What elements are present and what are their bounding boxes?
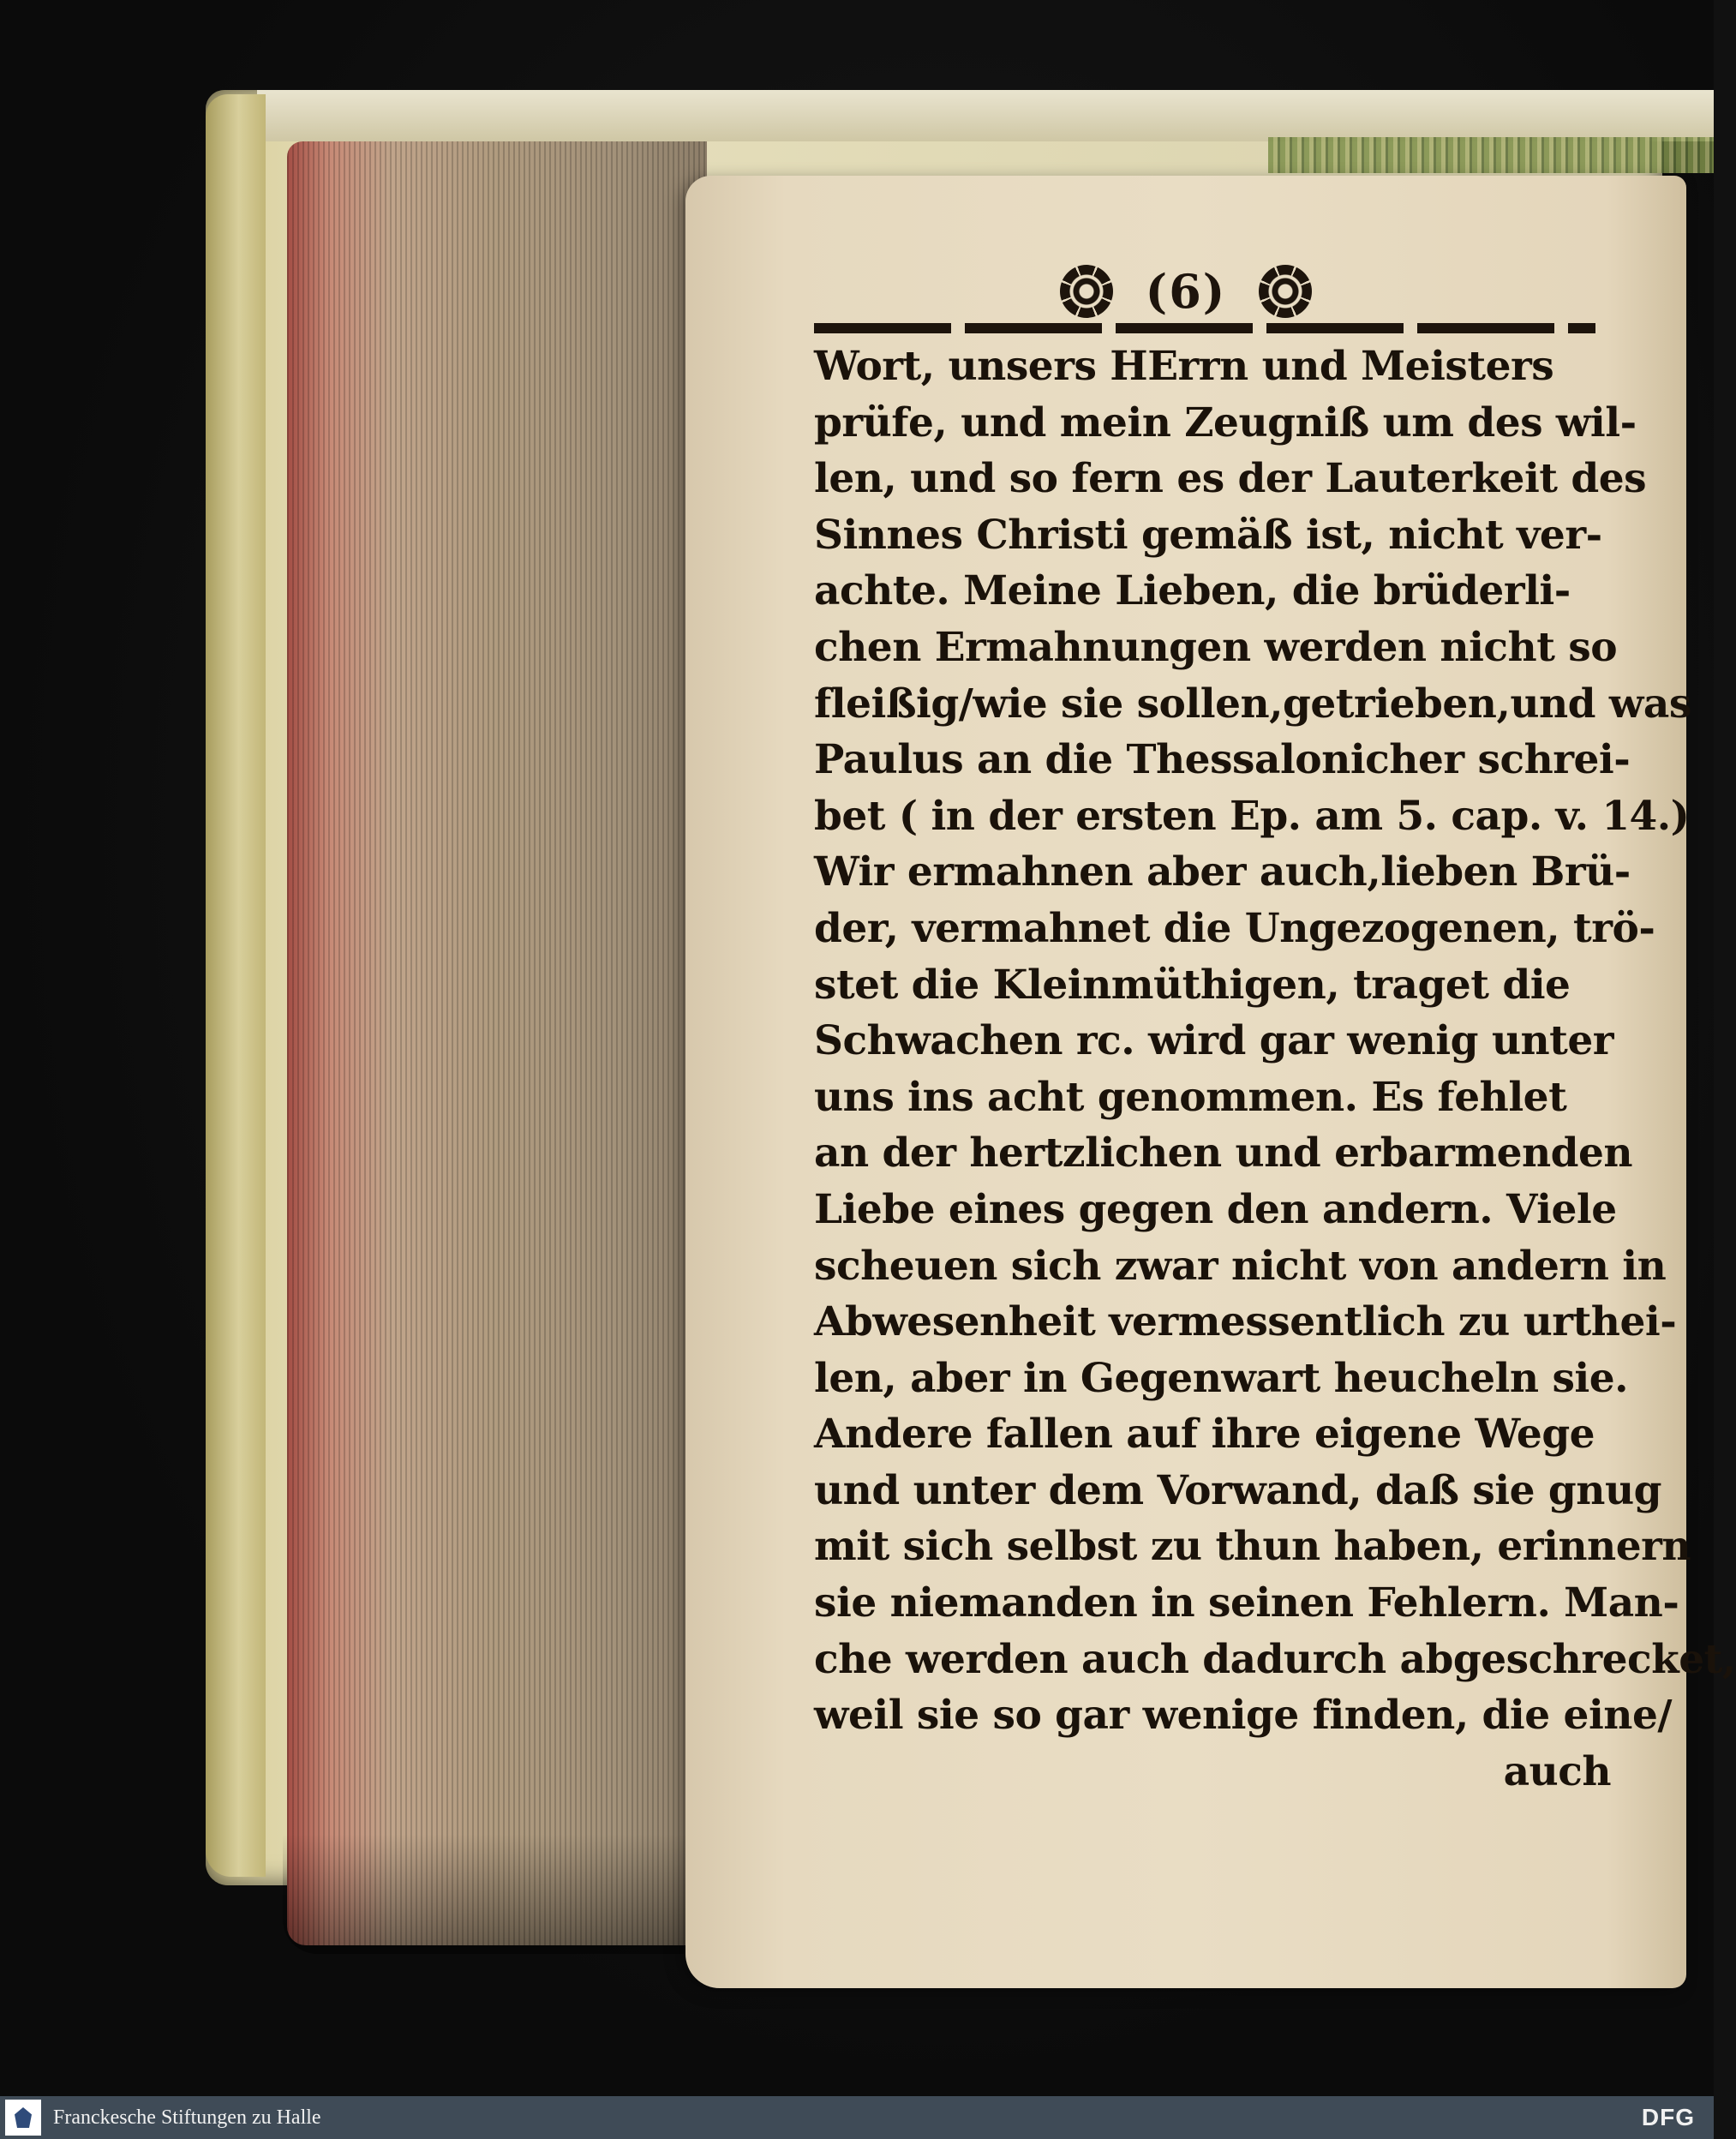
text-line: Paulus an die Thessalonicher schrei- [814,736,1631,784]
text-line: Abwesenheit vermessentlich zu urthei- [814,1298,1677,1346]
text-line: Andere fallen auf ihre eigene Wege [814,1411,1595,1459]
page-number: (6) [1145,264,1227,319]
text-line: Sinnes Christi gemäß ist, nicht ver- [814,511,1602,559]
page-fore-edge [287,141,707,1945]
bookmark-ribbon-edge [1268,137,1714,173]
text-line: der, vermahnet die Ungezogenen, trö- [814,904,1655,952]
text-line: len, und so fern es der Lauterkeit des [814,455,1647,503]
catchword: auch [1503,1747,1611,1795]
text-line: fleißig/wie sie sollen,getrieben,und was [814,680,1691,728]
printed-page [685,176,1736,1988]
dfg-badge[interactable]: DFG [1641,2104,1695,2130]
cover-top-edge [257,90,1714,141]
text-line: bet ( in der ersten Ep. am 5. cap. v. 14.) [814,792,1690,840]
text-line: und unter dem Vorwand, daß sie gnug [814,1466,1661,1514]
text-line: scheuen sich zwar nicht von andern in [814,1242,1667,1290]
text-line: weil sie so gar wenige finden, die eine/ [814,1692,1673,1740]
text-line: Wort, unsers HErrn und Meisters [814,343,1554,390]
text-line: achte. Meine Lieben, die brüderli- [814,567,1571,615]
page-fore-edge-shadow [283,1834,728,1954]
text-line: stet die Kleinmüthigen, traget die [814,961,1571,1009]
rosette-ornament-icon [1259,265,1312,318]
francke-foundation-logo-icon[interactable] [5,2100,41,2136]
text-line: len, aber in Gegenwart heucheln sie. [814,1354,1629,1402]
text-line: prüfe, und mein Zeugniß um des wil- [814,398,1637,446]
rosette-ornament-icon [1060,265,1113,318]
text-line: mit sich selbst zu thun haben, erinnern [814,1523,1691,1571]
text-line: che werden auch dadurch abgeschrecket, [814,1635,1736,1683]
text-line: Schwachen rc. wird gar wenig unter [814,1017,1614,1065]
cover-spine [206,94,266,1877]
footer-bar [0,2096,1714,2139]
header-rule [814,323,1595,333]
footer-institution[interactable]: Franckesche Stiftungen zu Halle [53,2106,321,2129]
body-text [814,339,1736,1800]
text-line: uns ins acht genommen. Es fehlet [814,1073,1567,1121]
text-line: Liebe eines gegen den andern. Viele [814,1185,1617,1233]
text-line: sie niemanden in seinen Fehlern. Man- [814,1579,1679,1627]
text-line: an der hertzlichen und erbarmenden [814,1129,1633,1177]
page-header [685,253,1686,330]
text-line: Wir ermahnen aber auch,lieben Brü- [814,848,1631,896]
text-line: chen Ermahnungen werden nicht so [814,623,1618,671]
